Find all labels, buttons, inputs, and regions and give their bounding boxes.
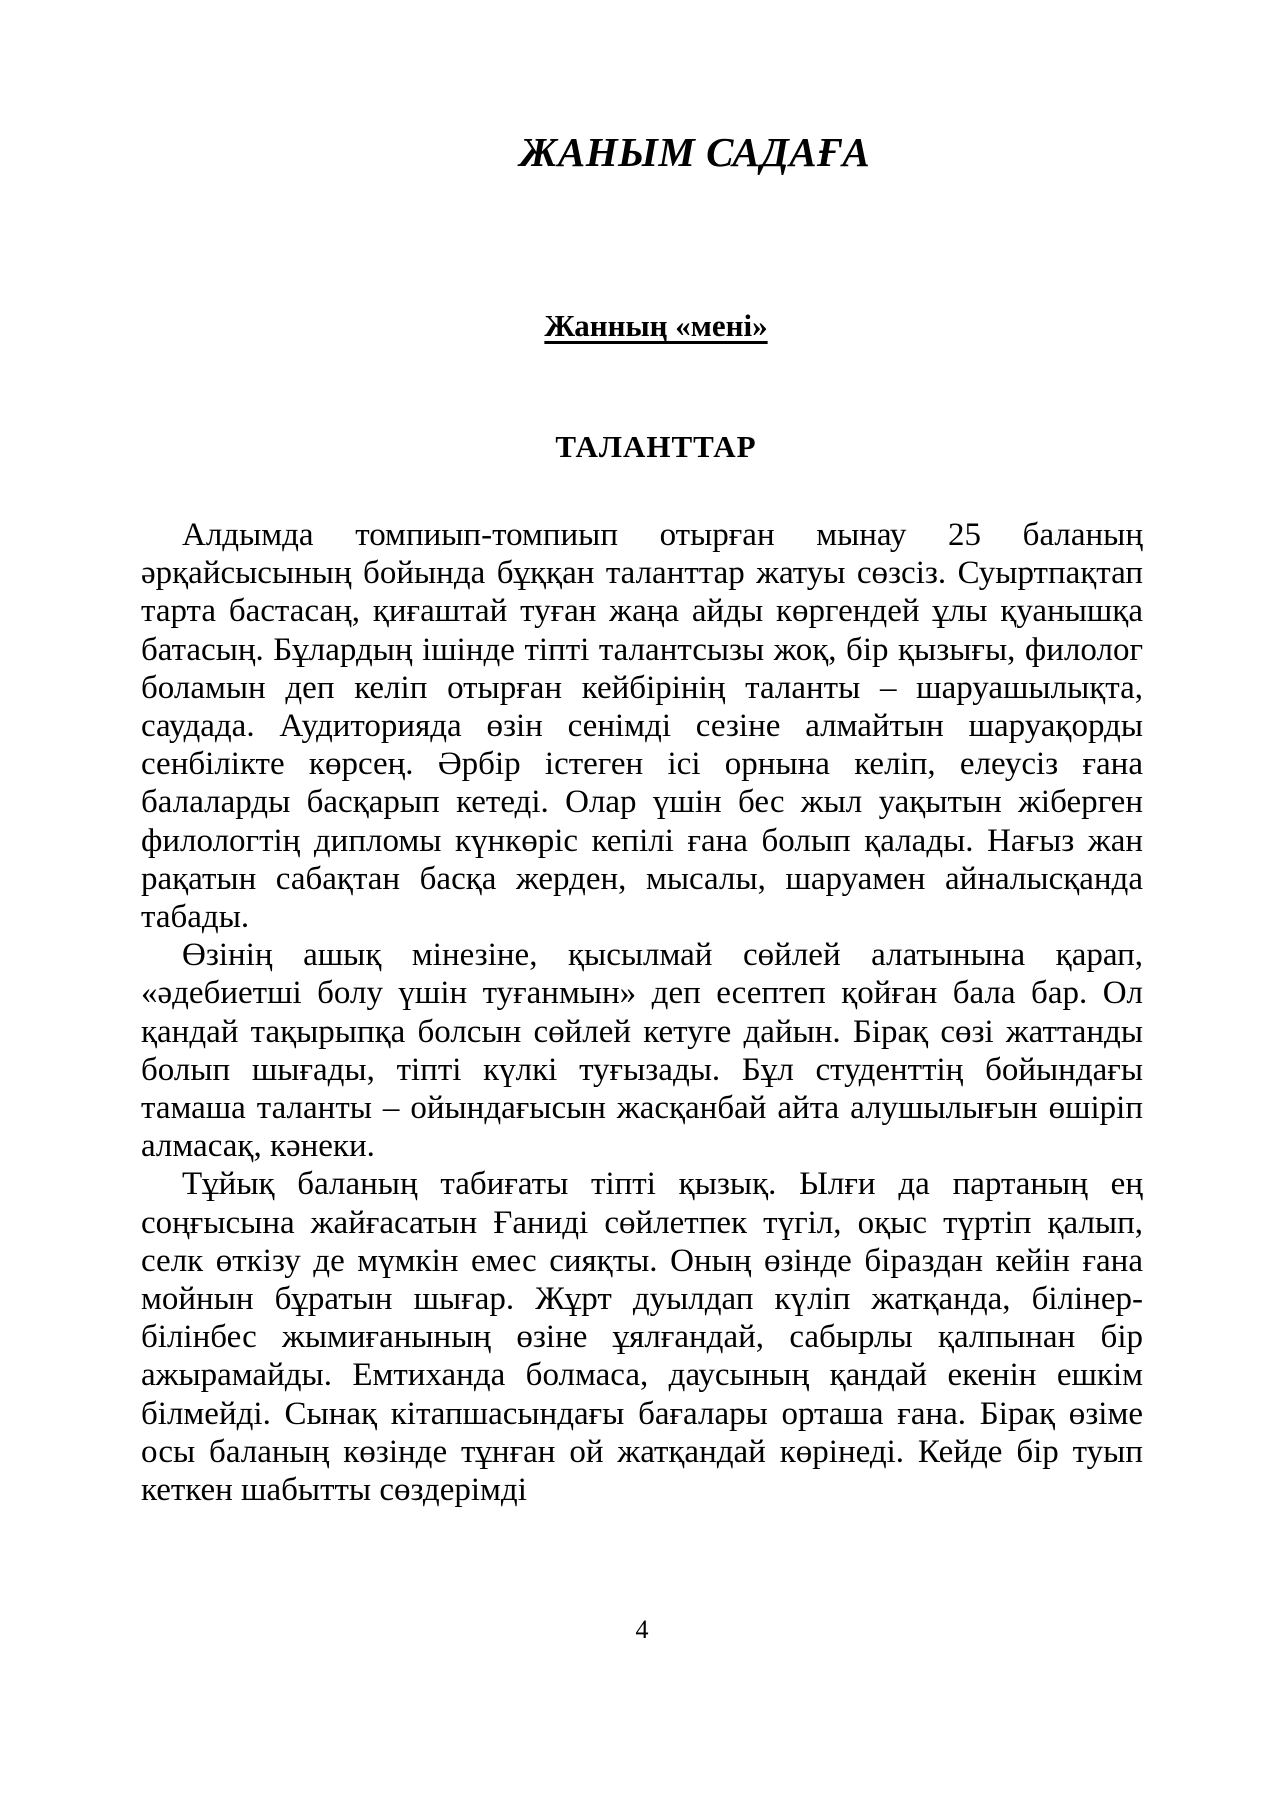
body-text <box>141 516 1143 1509</box>
paragraph: Өзінің ашық мінезіне, қысылмай сөйлей алатынына қарап, «әдебиетші болу үшін туғанмын» деп есептеп қойған бала бар. Ол қандай тақырыпқа болсын сөйлей кетуге дайын. Бірақ сөзі жаттанды болып шығады, тіпті күлкі туғызады. Бұл студенттің бойындағы тамаша таланты – ойындағысын жасқанбай айта алушылығын өшіріп алмасақ, кәнеки. <box>141 937 1143 1165</box>
paragraph: Алдымда томпиып-томпиып отырған мынау 25 баланың әрқайсысының бойында бұққан таланттар жатуы сөзсіз. Суыртпақтап тарта бастасаң, қиғаштай туған жаңа айды көргендей ұлы қуанышқа батасың. Бұлардың ішінде тіпті талантсызы жоқ, бір қызығы, филолог боламын деп келіп отырған кейбірінің таланты – шаруашылықта, саудада. Аудиторияда өзін сенімді сезіне алмайтын шаруақорды сенбілікте көрсең. Әрбір істеген ісі орнына келіп, елеусіз ғана балаларды басқарып кетеді. Олар үшін бес жыл уақытын жіберген филологтің дипломы күнкөріс кепілі ғана болып қалады. Нағыз жан рақатын сабақтан басқа жерден, мысалы, шаруамен айналысқанда табады. <box>141 517 1143 936</box>
section-title: Жанның «мені» <box>544 308 768 343</box>
book-title: ЖАНЫМ САДАҒА <box>519 129 871 175</box>
paragraph: Тұйық баланың табиғаты тіпті қызық. Ылғи да партаның ең соңғысына жайғасатын Ғаниді сөйлетпек түгіл, оқыс түртіп қалып, селк өткізу де мүмкін емес сияқты. Оның өзінде біраздан кейін ғана мойнын бұратын шығар. Жұрт дуылдап күліп жатқанда, білінер-білінбес жымиғанының өзіне ұялғандай, сабырлы қалпынан бір ажырамайды. Емтиханда болмаса, даусының қандай екенін ешкім білмейді. Сынақ кітапшасындағы бағалары орташа ғана. Бірақ өзіме осы баланың көзінде тұнған ой жатқандай көрінеді. Кейде бір туып кеткен шабытты сөздерімді <box>141 1166 1143 1509</box>
chapter-title: ТАЛАНТТАР <box>555 429 757 464</box>
page-number: 4 <box>635 1615 649 1644</box>
